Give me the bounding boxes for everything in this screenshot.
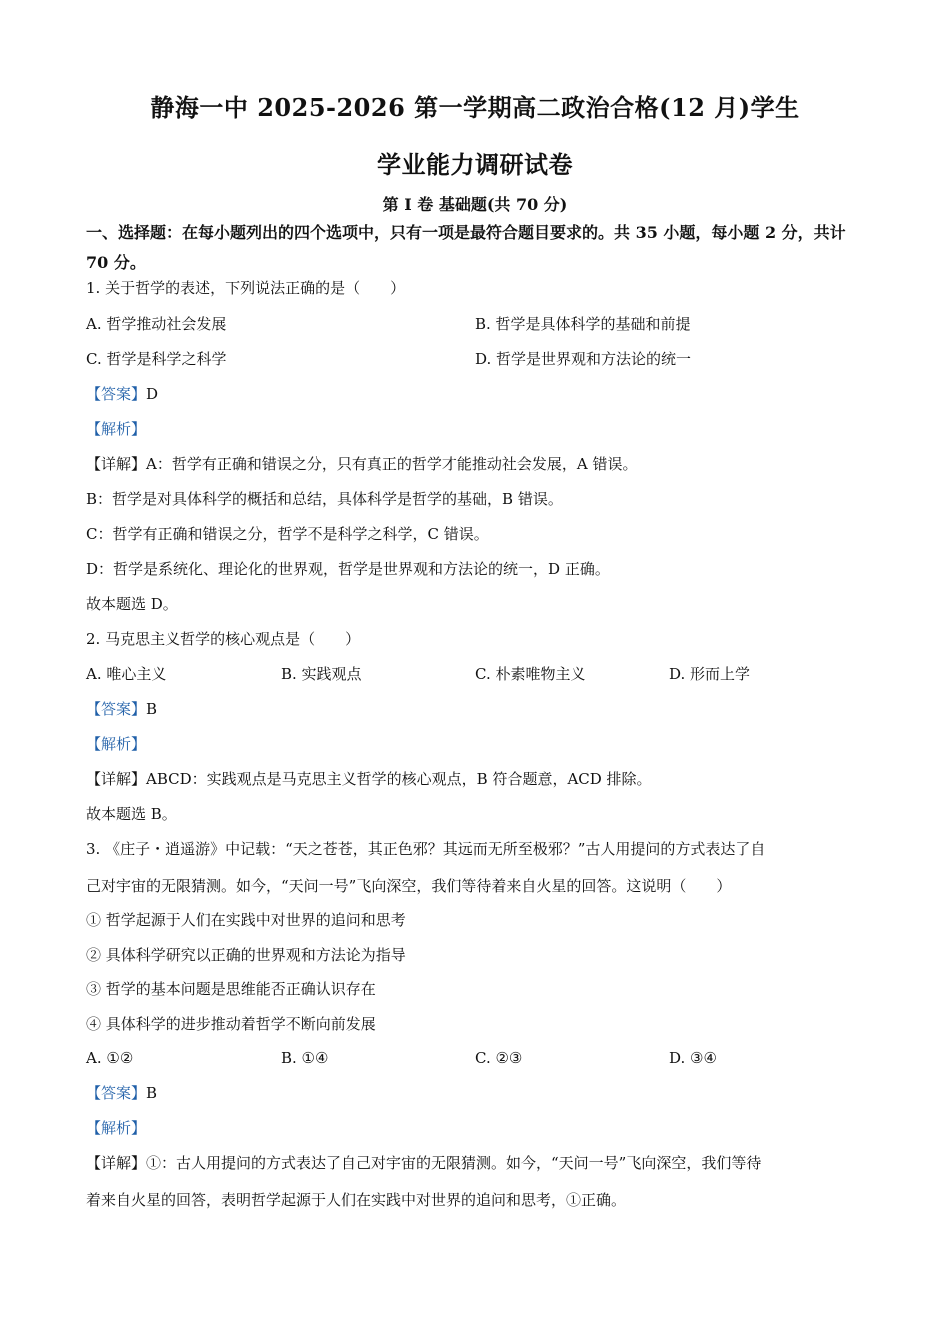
instructions: 一、选择题：在每小题列出的四个选项中，只有一项是最符合题目要求的。共 35 小题，每小题 2 分，共计 70 分。 xyxy=(86,223,846,272)
q3-statement: ② 具体科学研究以正确的世界观和方法论为指导 xyxy=(86,946,406,964)
q1-detail-line: D：哲学是系统化、理论化的世界观，哲学是世界观和方法论的统一，D 正确。 xyxy=(86,560,610,578)
q2-option-c: C. 朴素唯物主义 xyxy=(475,665,586,683)
q3-statement: ④ 具体科学的进步推动着哲学不断向前发展 xyxy=(86,1015,376,1033)
q3-answer-row xyxy=(86,1083,876,1103)
q2-detail-first: ABCD：实践观点是马克思主义哲学的核心观点，B 符合题意，ACD 排除。 xyxy=(146,770,652,788)
q3-stem-line2: 己对宇宙的无限猜测。如今，“天问一号”飞向深空，我们等待着来自火星的回答。这说明（ ） xyxy=(86,877,732,895)
q2-stem: 2. 马克思主义哲学的核心观点是（ ） xyxy=(86,630,361,648)
exam-title-line1: 静海一中 2025-2026 第一学期高二政治合格(12 月)学生 xyxy=(150,93,800,122)
section-title: 第 I 卷 基础题(共 70 分) xyxy=(382,195,568,214)
q2-answer: B xyxy=(146,700,158,718)
q1-option-c: C. 哲学是科学之科学 xyxy=(86,350,227,368)
answer-label: 【答案】 xyxy=(86,385,147,403)
q1-option-b: B. 哲学是具体科学的基础和前提 xyxy=(475,315,691,333)
q3-analysis-row xyxy=(86,1118,876,1138)
q3-detail-line2: 着来自火星的回答，表明哲学起源于人们在实践中对世界的追问和思考，①正确。 xyxy=(86,1191,627,1209)
q3-option-b: B. ①④ xyxy=(281,1049,329,1067)
q2-answer-row xyxy=(86,699,876,719)
q3-statement: ③ 哲学的基本问题是思维能否正确认识存在 xyxy=(86,980,376,998)
q1-stem: 1. 关于哲学的表述，下列说法正确的是（ ） xyxy=(86,279,406,297)
exam-title-line2: 学业能力调研试卷 xyxy=(377,150,573,179)
q3-answer: B xyxy=(146,1084,158,1102)
q1-analysis-row xyxy=(86,419,876,439)
q1-answer-row xyxy=(86,384,876,404)
q1-option-a: A. 哲学推动社会发展 xyxy=(86,315,227,333)
q1-conclusion: 故本题选 D。 xyxy=(86,595,178,613)
q2-detail-row xyxy=(86,769,876,789)
answer-label: 【答案】 xyxy=(86,700,147,718)
q2-option-a: A. 唯心主义 xyxy=(86,665,167,683)
q3-option-a: A. ①② xyxy=(86,1049,134,1067)
q2-option-d: D. 形而上学 xyxy=(669,665,751,683)
analysis-label: 【解析】 xyxy=(86,735,147,753)
detail-label: 【详解】 xyxy=(86,770,147,788)
q2-analysis-row xyxy=(86,734,876,754)
detail-label: 【详解】 xyxy=(86,1154,147,1172)
q1-option-d: D. 哲学是世界观和方法论的统一 xyxy=(475,350,692,368)
q3-option-c: C. ②③ xyxy=(475,1049,523,1067)
q1-detail-line: B：哲学是对具体科学的概括和总结，具体科学是哲学的基础，B 错误。 xyxy=(86,490,563,508)
q3-stem-line1: 3. 《庄子・逍遥游》中记载：“天之苍苍，其正色邪？其远而无所至极邪？”古人用提问的方式表达了自 xyxy=(86,840,766,858)
q1-answer: D xyxy=(146,385,159,403)
q3-detail-first: ①：古人用提问的方式表达了自己对宇宙的无限猜测。如今，“天问一号”飞向深空，我们等待 xyxy=(146,1154,762,1172)
analysis-label: 【解析】 xyxy=(86,420,147,438)
q3-statement: ① 哲学起源于人们在实践中对世界的追问和思考 xyxy=(86,911,406,929)
q1-detail-line: C：哲学有正确和错误之分，哲学不是科学之科学，C 错误。 xyxy=(86,525,489,543)
q2-option-b: B. 实践观点 xyxy=(281,665,362,683)
q3-option-d: D. ③④ xyxy=(669,1049,717,1067)
q1-detail-first: A：哲学有正确和错误之分，只有真正的哲学才能推动社会发展，A 错误。 xyxy=(146,455,638,473)
analysis-label: 【解析】 xyxy=(86,1119,147,1137)
q2-conclusion: 故本题选 B。 xyxy=(86,805,177,823)
q1-detail-row xyxy=(86,454,876,474)
q3-detail-row xyxy=(86,1153,876,1173)
answer-label: 【答案】 xyxy=(86,1084,147,1102)
detail-label: 【详解】 xyxy=(86,455,147,473)
